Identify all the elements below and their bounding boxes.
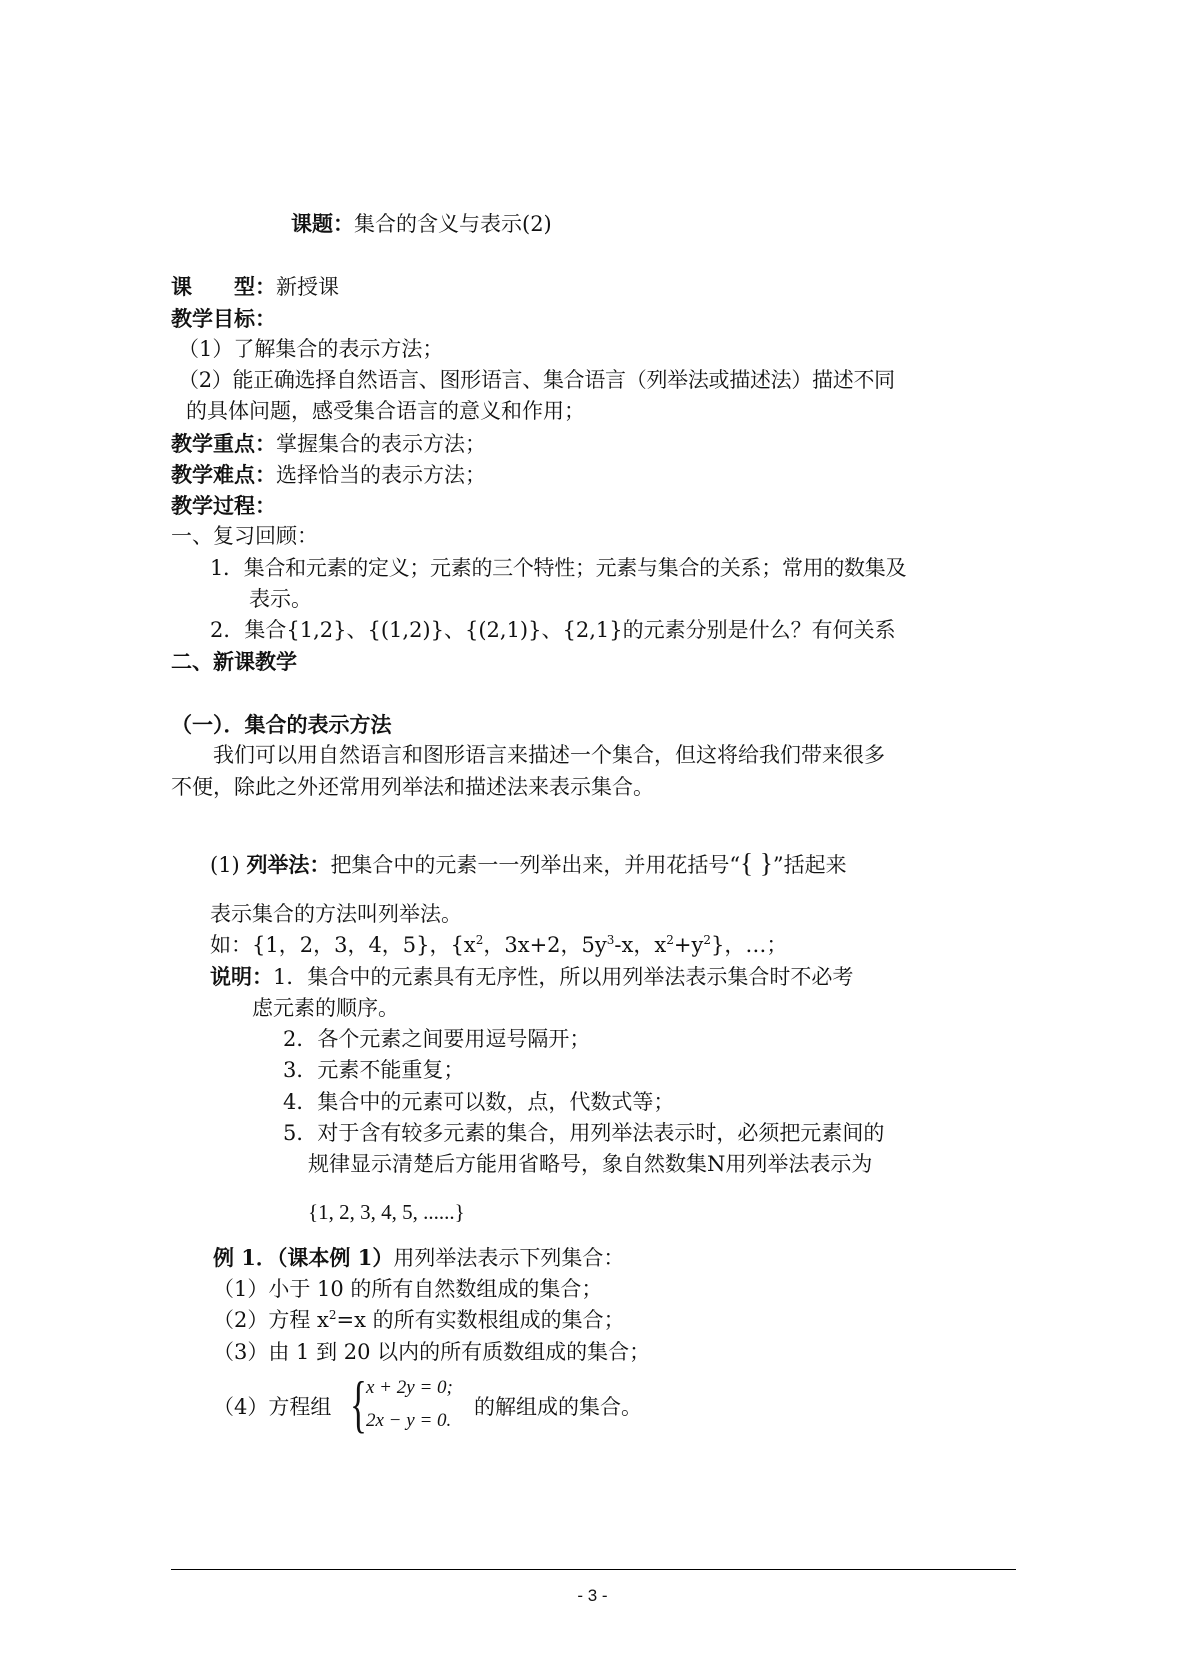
note-1-line2: 虑元素的顺序。 [252, 996, 399, 1020]
listing-example [210, 933, 787, 958]
note-5-line1: 5．对于含有较多元素的集合，用列举法表示时，必须把元素间的 [283, 1121, 885, 1145]
example1-part1: （1）小于 10 的所有自然数组成的集合； [213, 1277, 603, 1301]
review-q2: 2．集合{1,2}、{(1,2)}、{(2,1)}、{2,1}的元素分别是什么？有何关系 [210, 618, 896, 642]
listing-definition [210, 847, 847, 879]
note-2: 2．各个元素之间要用逗号隔开； [283, 1027, 591, 1051]
lesson-type-label: 课 型： [171, 274, 276, 299]
superscript: 2 [475, 933, 484, 947]
title-label: 课题： [291, 211, 354, 236]
objective-2-line1: （2）能正确选择自然语言、图形语言、集合语言（列举法或描述法）描述不同 [178, 368, 895, 392]
equation-system-brace: { [350, 1368, 367, 1439]
key-point-label: 教学重点： [171, 431, 276, 456]
example1-label: 例 1．（课本例 1） [213, 1245, 394, 1270]
page-title [291, 211, 552, 237]
objectives-label: 教学目标： [171, 306, 276, 331]
section1-para-line2: 不便，除此之外还常用列举法和描述法来表示集合。 [171, 775, 654, 799]
note-3: 3．元素不能重复； [283, 1058, 465, 1082]
new-lesson-heading: 二、新课教学 [171, 649, 297, 674]
note-4: 4．集合中的元素可以数，点，代数式等； [283, 1090, 675, 1114]
part2-b: =x 的所有实数根组成的集合； [336, 1308, 625, 1332]
section1-heading: （一）．集合的表示方法 [171, 712, 392, 737]
example-part: ，3x+2，5y [483, 933, 607, 957]
example1-part4-end: 的解组成的集合。 [474, 1395, 642, 1419]
process-label: 教学过程： [171, 493, 276, 518]
curly-braces-symbol: { } [740, 848, 773, 878]
title-text: 集合的含义与表示(2) [354, 212, 552, 236]
superscript: 2 [666, 933, 674, 947]
superscript: 2 [328, 1308, 337, 1322]
example1-text: 用列举法表示下列集合： [393, 1246, 625, 1270]
example1-part2 [213, 1308, 625, 1333]
footer-divider [171, 1569, 1016, 1570]
equation-2: 2x − y = 0. [366, 1410, 452, 1431]
example-part: -x，x [614, 933, 667, 957]
review-heading: 一、复习回顾： [171, 524, 318, 548]
equation-1: x + 2y = 0; [366, 1377, 453, 1398]
listing-label: 列举法： [246, 852, 331, 877]
review-q1-line1: 1．集合和元素的定义；元素的三个特性；元素与集合的关系；常用的数集及 [210, 556, 907, 580]
lesson-type [171, 274, 339, 300]
difficulty-text: 选择恰当的表示方法； [276, 463, 486, 487]
page-number: - 3 - [577, 1586, 608, 1605]
example1-part3: （3）由 1 到 20 以内的所有质数组成的集合； [213, 1340, 651, 1364]
key-point [171, 431, 486, 457]
listing-num: (1) [210, 853, 240, 877]
natural-number-set: {1, 2, 3, 4, 5, ......} [308, 1200, 465, 1224]
objective-1: （1）了解集合的表示方法； [178, 337, 444, 361]
example-part: }，…； [710, 933, 788, 957]
superscript: 3 [606, 933, 615, 947]
key-point-text: 掌握集合的表示方法； [276, 432, 486, 456]
superscript: 2 [703, 933, 711, 947]
note-1-text: 1．集合中的元素具有无序性，所以用列举法表示集合时不必考 [273, 965, 854, 989]
example-part: +y [673, 933, 704, 957]
review-q1-line2: 表示。 [249, 587, 312, 611]
example1-part4-label: （4）方程组 [213, 1395, 332, 1419]
listing-text-a: 把集合中的元素一一列举出来，并用花括号“ [330, 853, 741, 877]
section1-para-line1: 我们可以用自然语言和图形语言来描述一个集合，但这将给我们带来很多 [213, 743, 885, 767]
listing-text-b: ”括起来 [772, 853, 847, 877]
difficulty-label: 教学难点： [171, 462, 276, 487]
part2-a: （2）方程 x [213, 1308, 329, 1332]
lesson-type-value: 新授课 [276, 275, 339, 299]
example-part: 如：{1，2，3，4，5}，{x [210, 933, 476, 957]
difficulty [171, 462, 486, 488]
note-5-line2: 规律显示清楚后方能用省略号，象自然数集N用列举法表示为 [308, 1152, 873, 1176]
notes-label: 说明： [210, 964, 273, 989]
objective-2-line2: 的具体问题，感受集合语言的意义和作用； [186, 399, 585, 423]
example1-heading [213, 1245, 624, 1271]
listing-line2: 表示集合的方法叫列举法。 [210, 902, 462, 926]
note-1-line1 [210, 964, 853, 990]
